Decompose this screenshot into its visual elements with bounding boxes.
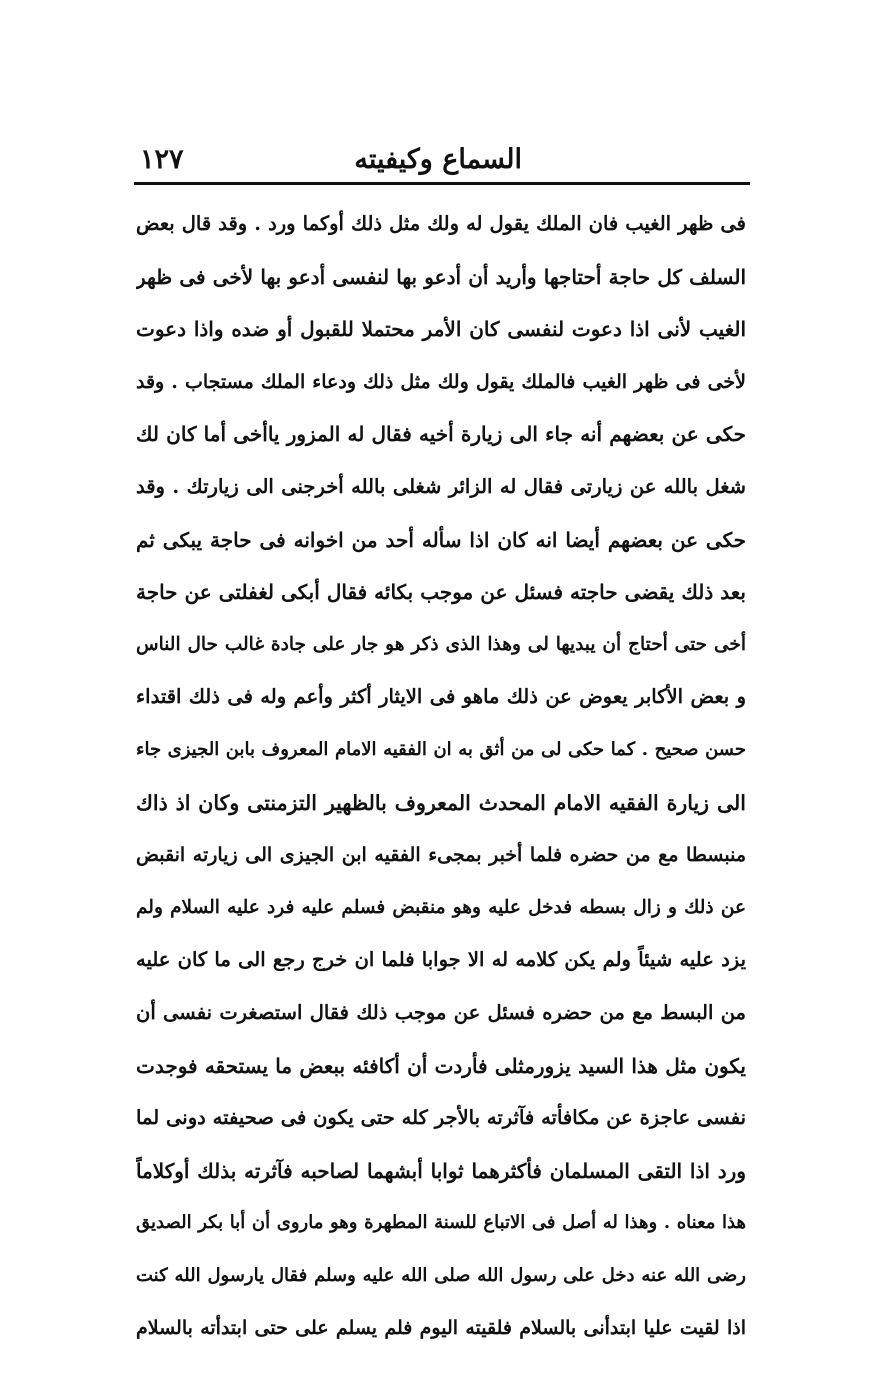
text-line: يزد عليه شيئاً ولم يكن كلامه له الا جوابا فلما ان خرج رجع الى ما كان عليه <box>136 948 746 972</box>
page-number: ١٢٧ <box>140 144 184 175</box>
text-line: فى ظهر الغيب فان الملك يقول له ولك مثل ذلك أوكما ورد . وقد قال بعض <box>136 212 746 235</box>
header-rule <box>134 182 750 185</box>
text-line: و بعض الأكابر يعوض عن ذلك ماهو فى الايثار أكثر وأعم وله فى ذلك اقتداء <box>136 685 746 709</box>
text-line: يكون مثل هذا السيد يزورمثلى فأردت أن أكافئه ببعض ما يستحقه فوجدت <box>136 1053 746 1078</box>
text-line: من البسط مع من حضره فسئل عن موجب ذلك فقال استصغرت نفسى أن <box>136 1000 746 1024</box>
text-line: الغيب لأنى اذا دعوت لنفسى كان الأمر محتملا للقبول أو ضده واذا دعوت <box>136 317 746 342</box>
body-text <box>136 198 746 1355</box>
text-line: عن ذلك و زال بسطه فدخل عليه وهو منقبض فسلم عليه فرد عليه السلام ولم <box>136 896 746 918</box>
text-line: ورد اذا التقى المسلمان فأكثرهما ثوابا أبشهما لصاحبه فآثرته بذلك أوكلاماً <box>136 1158 746 1183</box>
text-line: بعد ذلك يقضى حاجته فسئل عن موجب بكائه فقال أبكى لغفلتى عن حاجة <box>136 580 746 605</box>
text-line: لأخى فى ظهر الغيب فالملك يقول ولك مثل ذلك ودعاء الملك مستجاب . وقد <box>136 370 746 393</box>
text-line: حكى عن بعضهم أيضا انه كان اذا سأله أحد من اخوانه فى حاجة يبكى ثم <box>136 527 746 552</box>
text-line: منبسطا مع من حضره فلما أخبر بمجىء الفقيه ابن الجيزى الى زيارته انقبض <box>136 844 746 867</box>
running-title: السماع وكيفيته <box>354 144 522 175</box>
text-line: الى زيارة الفقيه الامام المحدث المعروف بالظهير التزمنتى وكان اذ ذاك <box>136 790 746 815</box>
text-line: أخى حتى أحتاج أن يبديها لى وهذا الذى ذكر هو جار على جادة غالب حال الناس <box>136 633 746 655</box>
text-line: حسن صحيح . كما حكى لى من أثق به ان الفقيه الامام المعروف بابن الجيزى جاء <box>136 738 746 760</box>
running-header <box>134 140 748 184</box>
text-line: شغل بالله عن زيارتى فقال له الزائر شغلى بالله أخرجنى الى زيارتك . وقد <box>136 474 746 498</box>
text-line: حكى عن بعضهم أنه جاء الى زيارة أخيه فقال له المزور ياأخى أما كان لك <box>136 422 746 447</box>
text-line: نفسى عاجزة عن مكافأته فآثرته بالأجر كله حتى يكون فى صحيفته دونى لما <box>136 1106 746 1130</box>
text-line: رضى الله عنه دخل على رسول الله صلى الله عليه وسلم فقال يارسول الله كنت <box>136 1264 746 1286</box>
text-line: اذا لقيت عليا ابتدأنى بالسلام فلقيته اليوم فلم يسلم على حتى ابتدأته بالسلام <box>136 1317 746 1340</box>
text-line: هذا معناه . وهذا له أصل فى الاتباع للسنة المطهرة وهو ماروى أن أبا بكر الصديق <box>136 1212 746 1234</box>
text-line: السلف كل حاجة أحتاجها وأريد أن أدعو بها لنفسى أدعو بها لأخى فى ظهر <box>136 264 746 289</box>
